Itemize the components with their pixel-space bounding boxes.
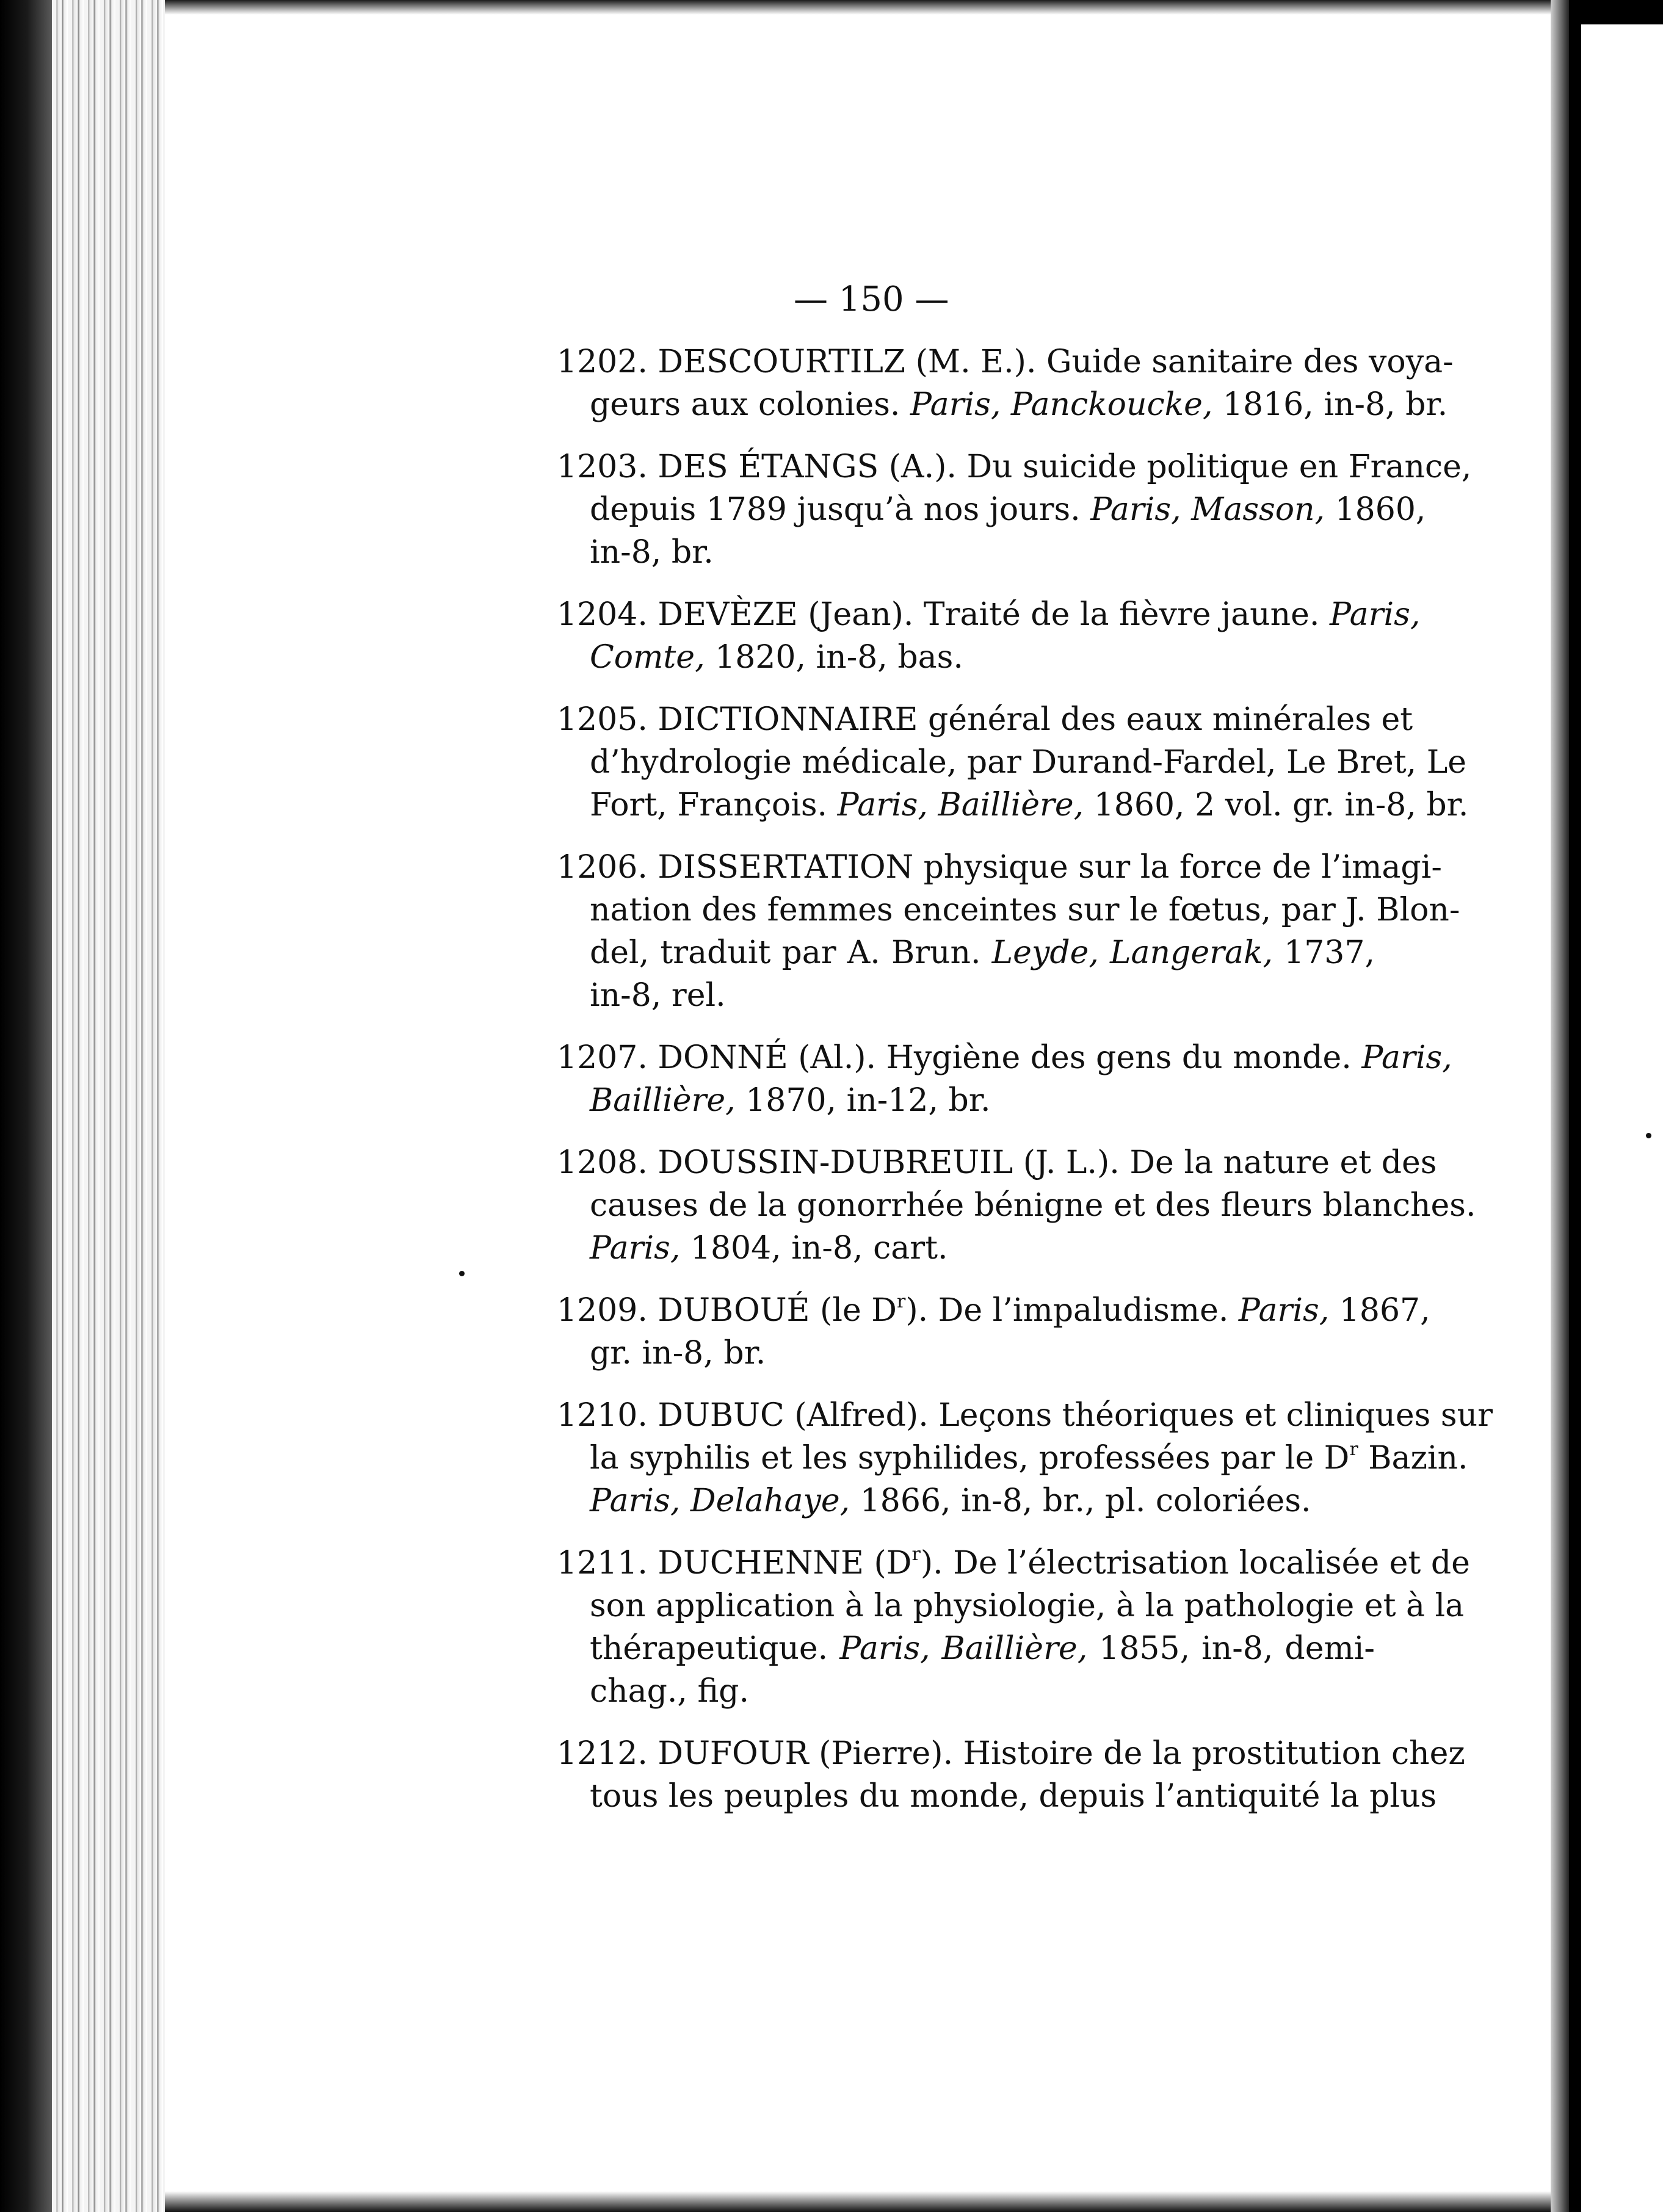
entry-text: Bazin. (1358, 1440, 1468, 1476)
entry-text: DESCOURTILZ (M. E.). Guide sanitaire des voya- (658, 344, 1454, 380)
imprint-text: Paris, Delahaye, (590, 1483, 850, 1519)
entry-line (557, 341, 1454, 383)
imprint-text: Paris, Baillière, (837, 787, 1084, 823)
entry-line (557, 889, 1460, 931)
entry-number: 1211. (557, 1545, 658, 1581)
bibliography-entry (557, 1732, 1465, 1818)
entry-text: chag., fig. (590, 1673, 749, 1710)
superscript: r (1349, 1438, 1358, 1460)
entry-line (557, 383, 1448, 426)
entry-text: DEVÈZE (Jean). Traité de la fièvre jaune. (658, 596, 1330, 633)
imprint-text: Paris, (1361, 1039, 1452, 1076)
entry-line (557, 531, 1375, 574)
entry-line (557, 1079, 1375, 1122)
entry-text: 1860, 2 vol. gr. in-8, br. (1084, 787, 1469, 823)
entry-line (557, 446, 1472, 488)
superscript: r (896, 1290, 906, 1312)
entry-text: 1737, (1273, 934, 1375, 971)
entry-line (557, 1332, 1375, 1375)
imprint-text: Leyde, Langerak, (991, 934, 1274, 971)
entry-line (557, 1184, 1476, 1227)
page-edge-stack (52, 0, 177, 2212)
entry-text: 1870, in-12, br. (735, 1082, 991, 1119)
imprint-text: Paris, (1238, 1292, 1330, 1329)
entry-line (557, 593, 1421, 636)
entry-line (557, 1141, 1437, 1184)
bibliography-entry (557, 1036, 1452, 1122)
entry-text: 1820, in-8, bas. (705, 639, 963, 676)
entry-text: DUBUC (Alfred). Leçons théoriques et cliniques sur (658, 1397, 1493, 1434)
entry-text: 1816, in-8, br. (1212, 386, 1448, 423)
entry-line (557, 1775, 1437, 1818)
entry-line (557, 636, 1375, 679)
entry-number: 1204. (557, 596, 658, 633)
entry-text: DES ÉTANGS (A.). Du suicide politique en France, (658, 449, 1472, 485)
entry-line (557, 488, 1426, 531)
bibliography-entries (557, 341, 1493, 1837)
bibliography-entry (557, 1141, 1476, 1270)
ink-speck (1646, 1133, 1651, 1138)
entry-text: geurs aux colonies. (590, 386, 910, 423)
entry-text: tous les peuples du monde, depuis l’antiquité la plus (590, 1778, 1437, 1815)
entry-line (557, 741, 1467, 784)
entry-line (557, 784, 1469, 826)
entry-line (557, 1036, 1452, 1079)
entry-text: in-8, br. (590, 534, 714, 571)
entry-text: del, traduit par A. Brun. (590, 934, 992, 971)
entry-line (557, 1227, 1375, 1270)
bibliography-entry (557, 1394, 1493, 1522)
bibliography-entry (557, 1542, 1470, 1713)
entry-text: DOUSSIN-DUBREUIL (J. L.). De la nature et des (658, 1144, 1437, 1181)
entry-text: d’hydrologie médicale, par Durand-Fardel, Le Bret, Le (590, 744, 1467, 781)
entry-line (557, 846, 1442, 889)
entry-text: 1867, (1329, 1292, 1430, 1329)
entry-number: 1212. (557, 1735, 658, 1772)
entry-number: 1206. (557, 849, 658, 886)
entry-text: son application à la physiologie, à la pathologie et à la (590, 1588, 1465, 1624)
page-gutter-shadow (1551, 0, 1569, 2212)
entry-number: 1202. (557, 344, 658, 380)
entry-number: 1208. (557, 1144, 658, 1181)
imprint-text: Paris, (1330, 596, 1421, 633)
entry-line (557, 1437, 1468, 1480)
entry-line (557, 1732, 1465, 1775)
imprint-text: Paris, Baillière, (839, 1630, 1088, 1667)
entry-text: depuis 1789 jusqu’à nos jours. (590, 491, 1091, 528)
entry-text: 1855, in-8, demi- (1087, 1630, 1375, 1667)
bottom-border (165, 2191, 1569, 2212)
entry-text: DUFOUR (Pierre). Histoire de la prostitution chez (658, 1735, 1465, 1772)
imprint-text: Paris, Panckoucke, (910, 386, 1213, 423)
entry-text: DICTIONNAIRE général des eaux minérales et (658, 701, 1413, 738)
entry-line (557, 1289, 1430, 1332)
entry-number: 1210. (557, 1397, 658, 1434)
entry-text: 1866, in-8, br., pl. coloriées. (850, 1483, 1311, 1519)
imprint-text: Baillière, (590, 1082, 736, 1119)
entry-line (557, 974, 1375, 1017)
entry-text: in-8, rel. (590, 977, 726, 1014)
bibliography-entry (557, 1289, 1430, 1375)
entry-line (557, 1542, 1470, 1585)
entry-line (557, 1480, 1375, 1522)
entry-number: 1209. (557, 1292, 658, 1329)
page-number: — 150 — (794, 280, 949, 319)
entry-number: 1203. (557, 449, 658, 485)
entry-text: ). De l’impaludisme. (905, 1292, 1239, 1329)
entry-text: la syphilis et les syphilides, professées par le D (590, 1440, 1350, 1476)
bibliography-entry (557, 593, 1421, 679)
entry-line (557, 931, 1375, 974)
entry-text: DUBOUÉ (le D (658, 1292, 897, 1329)
entry-line (557, 698, 1413, 741)
ink-speck (459, 1271, 465, 1276)
entry-text: DISSERTATION physique sur la force de l’imagi- (658, 849, 1442, 886)
bibliography-entry (557, 446, 1472, 574)
entry-number: 1207. (557, 1039, 658, 1076)
bibliography-entry (557, 698, 1469, 826)
entry-text: Fort, François. (590, 787, 838, 823)
top-border (165, 0, 1569, 15)
entry-text: thérapeutique. (590, 1630, 840, 1667)
entry-number: 1205. (557, 701, 658, 738)
entry-text: DUCHENNE (D (658, 1545, 912, 1581)
entry-text: ). De l’électrisation localisée et de (920, 1545, 1470, 1581)
entry-text: DONNÉ (Al.). Hygiène des gens du monde. (658, 1039, 1362, 1076)
entry-text: 1804, in-8, cart. (680, 1230, 948, 1267)
entry-line (557, 1627, 1375, 1670)
entry-text: nation des femmes enceintes sur le fœtus, par J. Blon- (590, 892, 1460, 928)
entry-line (557, 1585, 1465, 1627)
entry-text: causes de la gonorrhée bénigne et des fleurs blanches. (590, 1187, 1476, 1224)
bibliography-entry (557, 341, 1454, 426)
entry-text: 1860, (1325, 491, 1426, 528)
bibliography-entry (557, 846, 1460, 1017)
superscript: r (911, 1543, 921, 1565)
entry-text: gr. in-8, br. (590, 1335, 766, 1372)
imprint-text: Paris, Masson, (1090, 491, 1325, 528)
facing-page-strip (1581, 24, 1663, 2212)
entry-line (557, 1394, 1493, 1437)
entry-line (557, 1670, 1375, 1713)
imprint-text: Comte, (590, 639, 705, 676)
imprint-text: Paris, (590, 1230, 681, 1267)
